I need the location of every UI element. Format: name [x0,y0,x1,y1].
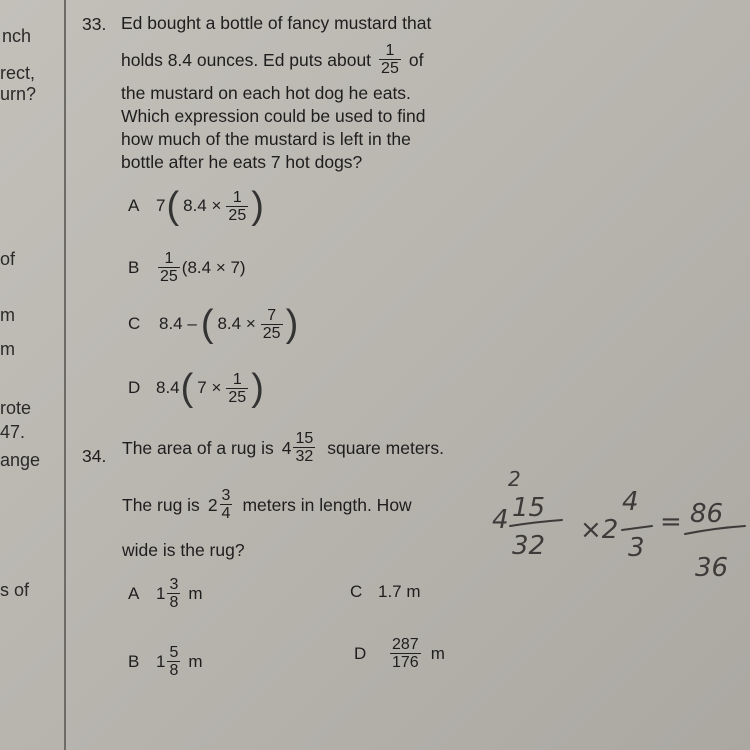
hand-whole: 4 [492,505,509,535]
choice-unit: m [188,651,203,671]
q34-line-1-text: The area of a rug is [122,437,274,458]
fraction-numerator: 3 [169,576,179,593]
choice-expression: (8.4 × 7) [181,257,246,277]
choice-letter: D [128,378,141,397]
choice-letter: D [354,643,367,663]
q34-choice-d[interactable] [354,636,445,671]
cut-text: of [0,249,16,269]
fraction-numerator: 287 [392,636,419,653]
previous-page-column [0,0,64,750]
q33-line-3: the mustard on each hot dog he eats. [121,83,411,103]
question-34-number: 34. [82,446,107,466]
fraction-numerator: 7 [267,306,277,324]
q34-choice-a[interactable] [128,576,203,611]
left-paren: ( [180,367,194,409]
choice-letter: A [128,583,140,603]
q34-line-2-text: The rug is [122,494,200,515]
column-divider [64,0,66,750]
hand-den3: 36 [695,553,729,580]
q33-line-5: how much of the mustard is left in the [121,129,411,149]
hand-equals: = [660,507,682,537]
cut-text: 47. [0,422,26,442]
choice-letter: B [128,257,140,277]
fraction-numerator: 1 [385,42,395,59]
hand-num3: 86 [690,499,724,529]
handwritten-work [490,470,750,580]
choice-letter: C [128,314,141,333]
fraction-numerator: 1 [232,188,242,206]
hand-num2: 4 [622,487,639,517]
fraction-denominator: 25 [381,60,399,77]
choice-letter: B [128,651,140,671]
fraction-denominator: 25 [228,388,247,406]
cut-text: s of [0,580,30,600]
cut-text: m [0,305,15,325]
choice-inner-expression: 8.4 × [217,314,256,333]
choice-fraction [226,371,248,406]
choice-value: 1.7 m [378,582,421,601]
fraction-denominator: 8 [169,662,179,679]
hand-den1: 32 [512,531,546,561]
fraction-denominator: 25 [228,206,247,224]
cut-text: m [0,339,15,359]
hand-operator: ×2 [580,515,619,545]
hand-num1: 15 [512,493,546,523]
mixed-number-fraction [220,487,233,522]
fraction-numerator: 1 [232,370,242,388]
hand-fraction-bar [622,526,652,530]
choice-inner-expression: 7 × [197,378,222,397]
choice-coefficient: 7 [156,196,166,215]
fraction-numerator: 5 [169,644,179,661]
q33-line-6: bottle after he eats 7 hot dogs? [121,152,363,172]
q33-choice-a[interactable] [128,186,265,226]
fraction-numerator: 1 [164,250,174,267]
choice-coefficient: 8.4 [156,378,180,397]
choice-fraction [167,644,180,679]
choice-prefix: 8.4 – [159,314,197,333]
q33-line-2-end: of [408,49,424,70]
mixed-number-fraction [293,430,315,465]
q33-line-4: Which expression could be used to find [121,106,426,126]
choice-unit: m [188,583,203,603]
q34-line-2-end: meters in length. How [242,494,412,515]
fraction-denominator: 25 [262,324,281,342]
choice-fraction [390,636,421,671]
fraction-denominator: 8 [169,594,179,611]
choice-inner-expression: 8.4 × [183,196,222,215]
q34-line-1-end: square meters. [327,437,444,458]
q33-choice-d[interactable] [128,368,265,408]
choice-fraction [158,250,180,285]
right-paren: ) [251,185,264,227]
q33-line-2 [121,42,423,77]
q33-choice-b[interactable] [128,250,246,285]
q34-choice-b[interactable] [128,644,203,679]
right-paren: ) [251,367,264,409]
q33-line-2-text: holds 8.4 ounces. Ed puts about [121,49,372,70]
q33-choice-c[interactable] [128,304,299,344]
cut-text: nch [2,26,32,46]
mixed-number-whole: 2 [207,494,218,515]
fraction-denominator: 32 [295,448,314,465]
left-paren: ( [166,185,180,227]
hand-mark: 2 [508,470,521,491]
choice-fraction [167,576,180,611]
hand-den2: 3 [628,533,645,563]
q34-line-2 [122,487,412,522]
fraction-denominator: 176 [392,654,419,671]
question-33-number: 33. [82,14,107,34]
q33-fraction [379,42,401,77]
mixed-number-whole: 4 [281,437,292,458]
q34-choice-c[interactable] [350,582,421,602]
choice-letter: A [128,196,140,215]
choice-fraction [261,307,283,342]
cut-text: rect, [0,63,36,83]
mixed-number-whole: 1 [156,583,166,603]
q34-line-1 [122,430,444,465]
right-paren: ) [285,303,299,345]
mixed-number-whole: 1 [156,651,166,671]
cut-text: urn? [0,84,37,104]
choice-letter: C [350,582,363,601]
choice-unit: m [430,643,445,663]
left-paren: ( [200,303,214,345]
fraction-numerator: 3 [221,487,231,504]
cut-text: rote [0,398,32,418]
cut-text: ange [0,450,41,470]
fraction-denominator: 25 [160,268,178,285]
fraction-numerator: 15 [295,430,314,447]
q33-line-1: Ed bought a bottle of fancy mustard that [121,13,432,33]
choice-fraction [226,189,248,224]
fraction-denominator: 4 [221,505,231,522]
q34-line-3: wide is the rug? [122,540,245,560]
